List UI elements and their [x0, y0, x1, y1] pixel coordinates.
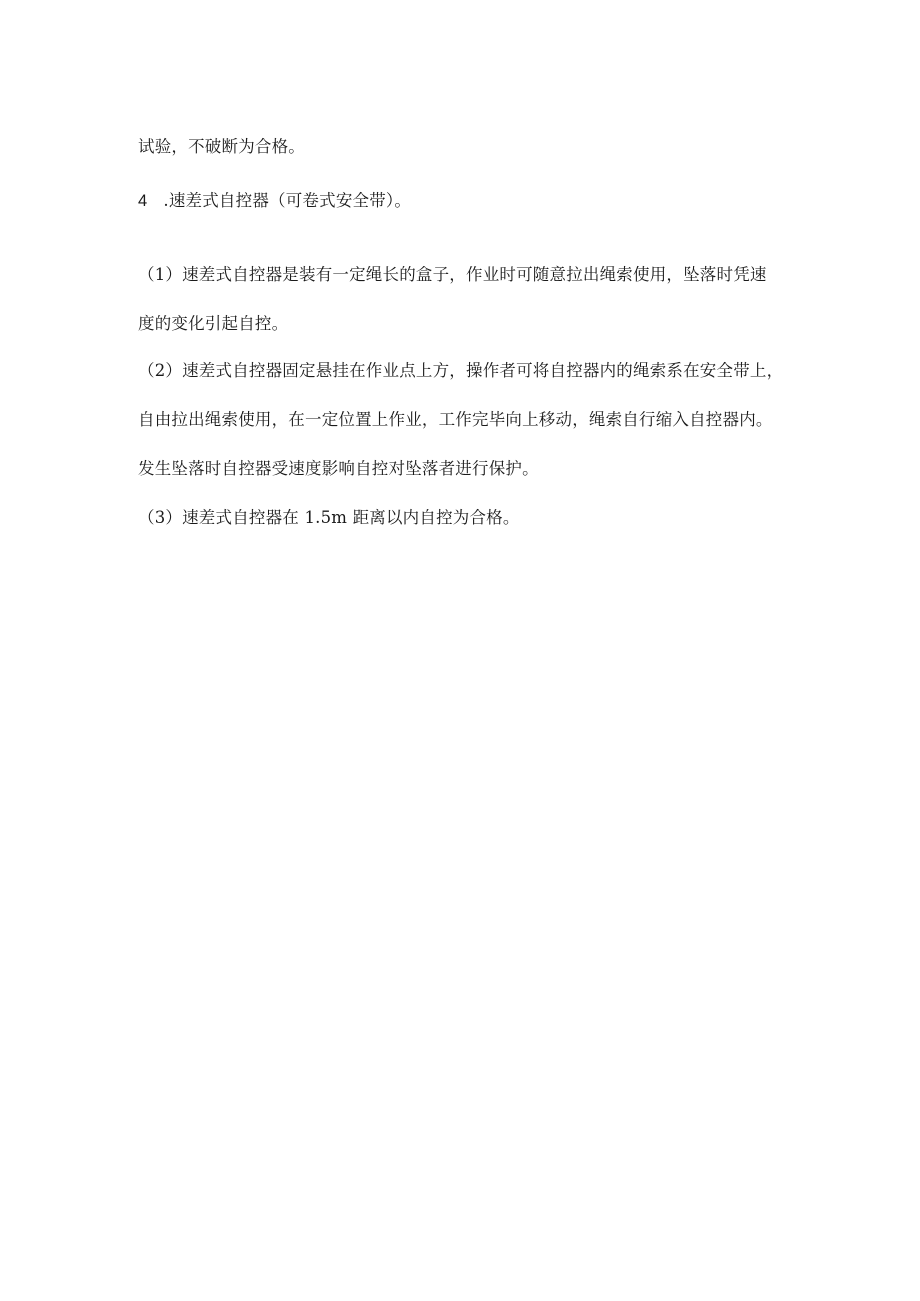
line-text: 自由拉出绳索使用，在一定位置上作业，工作完毕向上移动，绳索自行缩入自控器内。 — [138, 410, 773, 429]
section-heading — [138, 190, 411, 212]
section-title: .速差式自控器（可卷式安全带）。 — [163, 191, 412, 210]
section-number: 4 — [138, 192, 148, 210]
line-text: （2）速差式自控器固定悬挂在作业点上方，操作者可将自控器内的绳索系在安全带上， — [138, 361, 784, 380]
paragraph-line — [138, 360, 783, 382]
line-text: 试验，不破断为合格。 — [138, 137, 305, 156]
paragraph-line — [138, 264, 767, 286]
line-text: 发生坠落时自控器受速度影响自控对坠落者进行保护。 — [138, 459, 539, 478]
paragraph-line — [138, 409, 773, 431]
line-text: （1）速差式自控器是装有一定绳长的盒子，作业时可随意拉出绳索使用，坠落时凭速 — [138, 265, 767, 284]
line-text: 度的变化引起自控。 — [138, 314, 289, 333]
paragraph-line — [138, 458, 539, 480]
paragraph-line — [138, 313, 288, 335]
line-text: （3）速差式自控器在 1.5m 距离以内自控为合格。 — [138, 508, 520, 527]
paragraph-line — [138, 136, 305, 158]
paragraph-line — [138, 507, 520, 529]
